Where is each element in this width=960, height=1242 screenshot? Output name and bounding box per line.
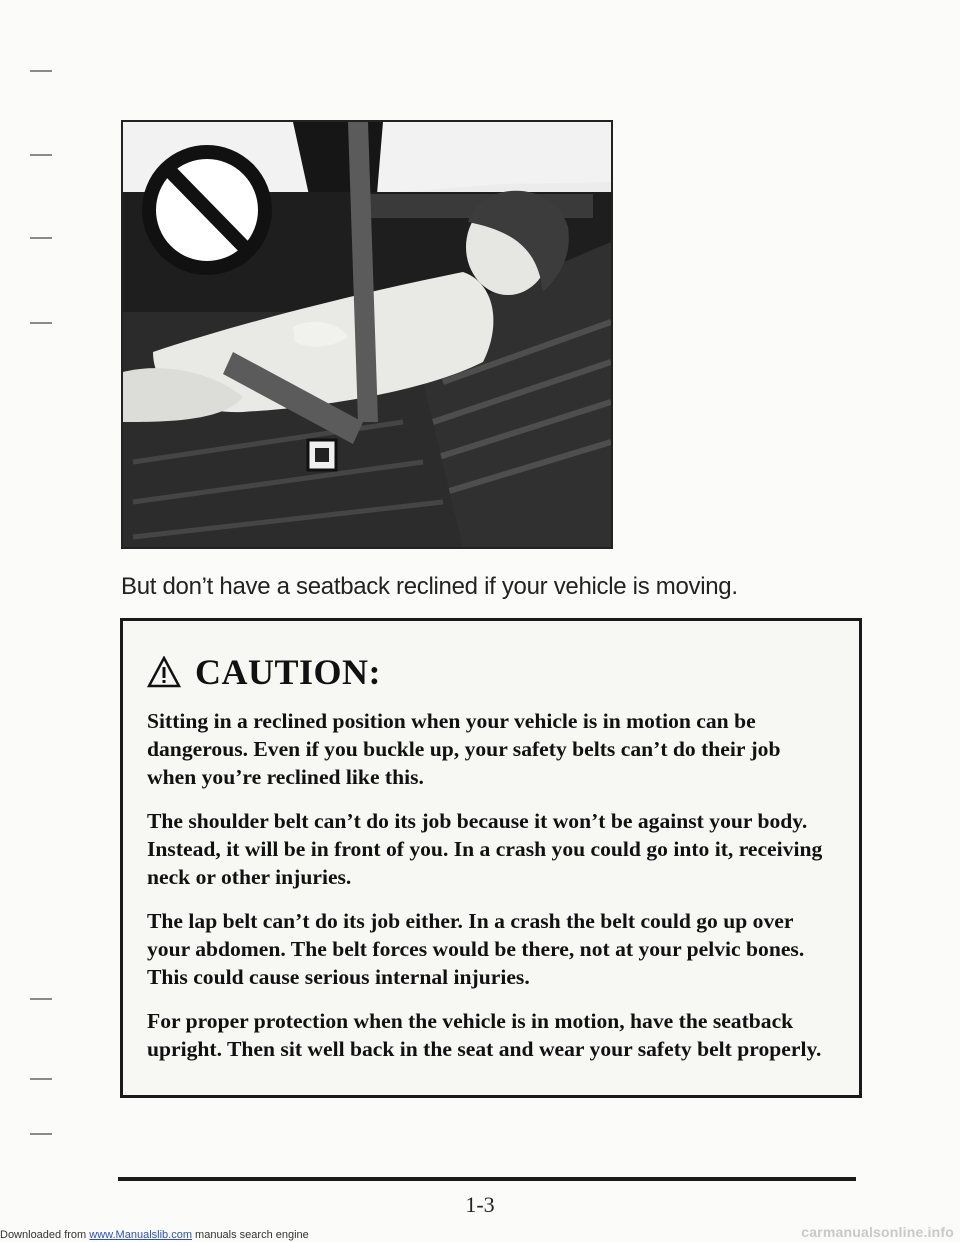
caution-paragraph: Sitting in a reclined position when your vehicle is in motion can be dangerous. Even if you buckle up, your safety belts can’t do their job when you’re reclined like this. xyxy=(147,709,781,789)
prohibition-circle-icon xyxy=(149,152,265,268)
page-number: 1-3 xyxy=(465,1192,495,1217)
margin-tick xyxy=(30,70,52,72)
intro-text: But don’t have a seatback reclined if your vehicle is moving. xyxy=(121,573,738,600)
margin-tick xyxy=(30,237,52,239)
caution-header xyxy=(147,651,825,693)
source-suffix: manuals search engine xyxy=(191,1229,309,1241)
watermark: carmanualsonline.info xyxy=(801,1224,954,1240)
margin-tick xyxy=(30,322,52,324)
caution-box xyxy=(120,618,862,1098)
margin-tick xyxy=(30,1133,52,1135)
caution-paragraph: For proper protection when the vehicle is in motion, have the seatback upright. Then sit well back in the seat and wear your safety belt properly. xyxy=(147,1009,822,1061)
margin-tick xyxy=(30,998,52,1000)
source-prefix: Downloaded from xyxy=(0,1229,90,1241)
caution-paragraph: The lap belt can’t do its job either. In a crash the belt could go up over your abdomen. The belt forces would be there, not at your pelvic bones. This could cause serious internal injuries. xyxy=(147,909,805,989)
source-link[interactable]: www.Manualslib.com xyxy=(89,1229,192,1241)
margin-tick xyxy=(30,154,52,156)
warning-triangle-icon xyxy=(147,656,181,688)
footer-rule xyxy=(118,1177,856,1181)
reclined-occupant-illustration xyxy=(121,120,613,549)
caution-paragraph: The shoulder belt can’t do its job because it won’t be against your body. Instead, it will be in front of you. In a crash you could go into it, receiving neck or other injuries. xyxy=(147,809,823,889)
caution-title: CAUTION: xyxy=(195,652,382,692)
margin-tick xyxy=(30,1078,52,1080)
source-line xyxy=(0,1229,309,1241)
